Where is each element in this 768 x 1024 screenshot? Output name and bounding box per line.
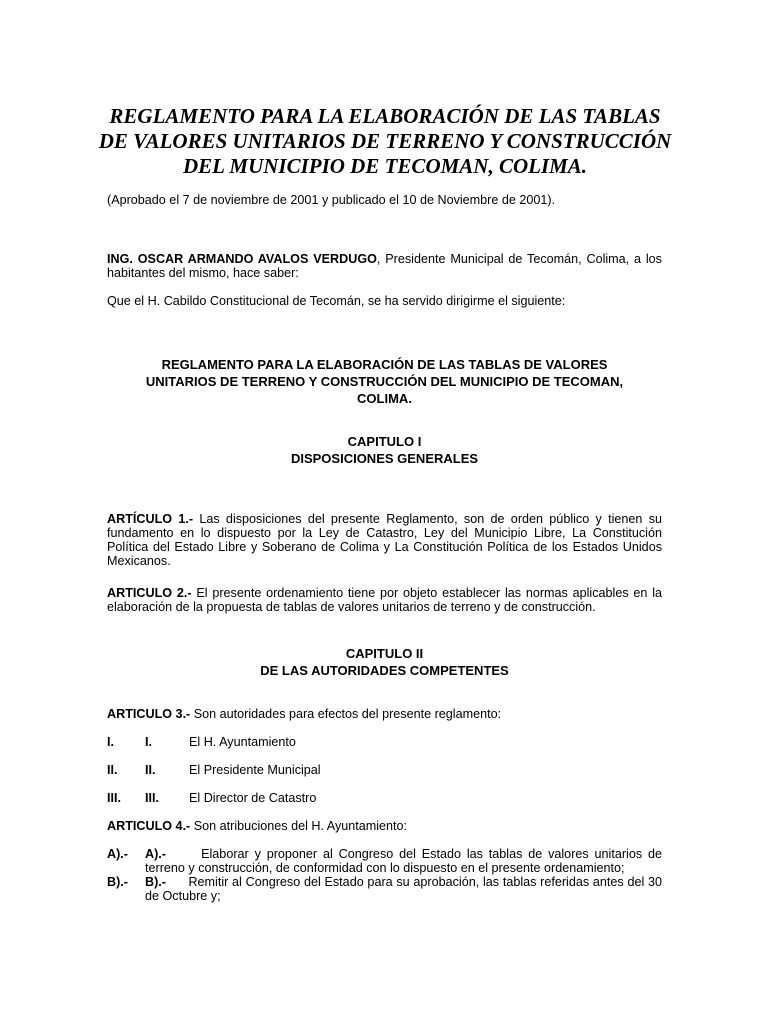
item-text: El Director de Catastro: [189, 791, 317, 805]
article-line: Mexicanos.: [107, 554, 171, 568]
item-number: B).-: [145, 875, 166, 889]
article-line: fundamento en lo dispuesto por la Ley de Catastro, Ley del Municipio Libre, La Constitución: [107, 526, 662, 540]
item-number: II.: [107, 763, 118, 777]
article-line: elaboración de la propuesta de tablas de valores unitarios de terreno y de construcción.: [107, 600, 596, 614]
chapter-label: CAPITULO II: [345, 646, 424, 661]
item-number: III.: [107, 791, 121, 805]
title-line: REGLAMENTO PARA LA ELABORACIÓN DE LAS TABLAS: [109, 104, 661, 128]
item-text: El H. Ayuntamiento: [189, 735, 296, 749]
intro-paragraph: [107, 252, 662, 280]
item-number: A).-: [145, 847, 166, 861]
subtitle-line: UNITARIOS DE TERRENO Y CONSTRUCCIÓN DEL MUNICIPIO DE TECOMAN,: [145, 374, 624, 389]
item-number: B).-: [107, 875, 128, 889]
chapter-name: DE LAS AUTORIDADES COMPETENTES: [260, 663, 509, 678]
title-line: DE VALORES UNITARIOS DE TERRENO Y CONSTRUCCIÓN: [98, 129, 672, 153]
article-label: ARTÍCULO 1.-: [107, 512, 194, 526]
chapter-name: DISPOSICIONES GENERALES: [290, 451, 479, 466]
item-number: I.: [107, 735, 114, 749]
subtitle-line: REGLAMENTO PARA LA ELABORACIÓN DE LAS TABLAS DE VALORES: [161, 357, 608, 372]
document-title: [90, 104, 680, 179]
intro-line: habitantes del mismo, hace saber:: [107, 266, 299, 280]
president-name: ING. OSCAR ARMANDO AVALOS VERDUGO: [107, 252, 377, 266]
approval-note: (Aprobado el 7 de noviembre de 2001 y publicado el 10 de Noviembre de 2001).: [107, 193, 556, 207]
article-label: ARTICULO 2.-: [107, 586, 192, 600]
list-item: [107, 735, 662, 751]
chapter-label: CAPITULO I: [347, 434, 422, 449]
intro-line: ING. OSCAR ARMANDO AVALOS VERDUGO, Presidente Municipal de Tecomán, Colima, a los: [107, 252, 662, 266]
item-number: III.: [145, 791, 159, 805]
item-number: II.: [145, 763, 156, 777]
item-text: El Presidente Municipal: [189, 763, 321, 777]
article-line: Política del Estado Libre y Soberano de Colima y La Constitución Política de los Estados Unidos: [107, 540, 662, 554]
regulation-subtitle: [107, 356, 662, 407]
article-line: ARTÍCULO 1.- Las disposiciones del presente Reglamento, son de orden público y tienen su: [107, 512, 662, 526]
article-2: [107, 586, 662, 614]
subtitle-line: COLIMA.: [357, 391, 412, 406]
item-text: B).- Remitir al Congreso del Estado para su aprobación, las tablas referidas antes del 30 de Octubre y;: [145, 875, 663, 903]
chapter-1-heading: [107, 433, 662, 467]
item-number: I.: [145, 735, 152, 749]
title-line: DEL MUNICIPIO DE TECOMAN, COLIMA.: [182, 154, 588, 178]
article-label: ARTICULO 4.-: [107, 819, 191, 833]
item-number: A).-: [107, 847, 128, 861]
list-item: [107, 791, 662, 807]
article-1: [107, 512, 662, 568]
article-label: ARTICULO 3.-: [107, 707, 191, 721]
chapter-2-heading: [107, 645, 662, 679]
list-item: [107, 763, 662, 779]
cabildo-paragraph: Que el H. Cabildo Constitucional de Tecomán, se ha servido dirigirme el siguiente:: [107, 294, 566, 308]
item-text: A).- Elaborar y proponer al Congreso del Estado las tablas de valores unitarios de terreno y construcción, de conformidad con lo dispuesto en el presente ordenamiento;: [145, 847, 662, 875]
article-line: ARTICULO 2.- El presente ordenamiento tiene por objeto establecer las normas aplicables en la: [107, 586, 662, 600]
article-4: ARTICULO 4.- Son atribuciones del H. Ayuntamiento:: [107, 819, 408, 833]
article-3: ARTICULO 3.- Son autoridades para efectos del presente reglamento:: [107, 707, 502, 721]
